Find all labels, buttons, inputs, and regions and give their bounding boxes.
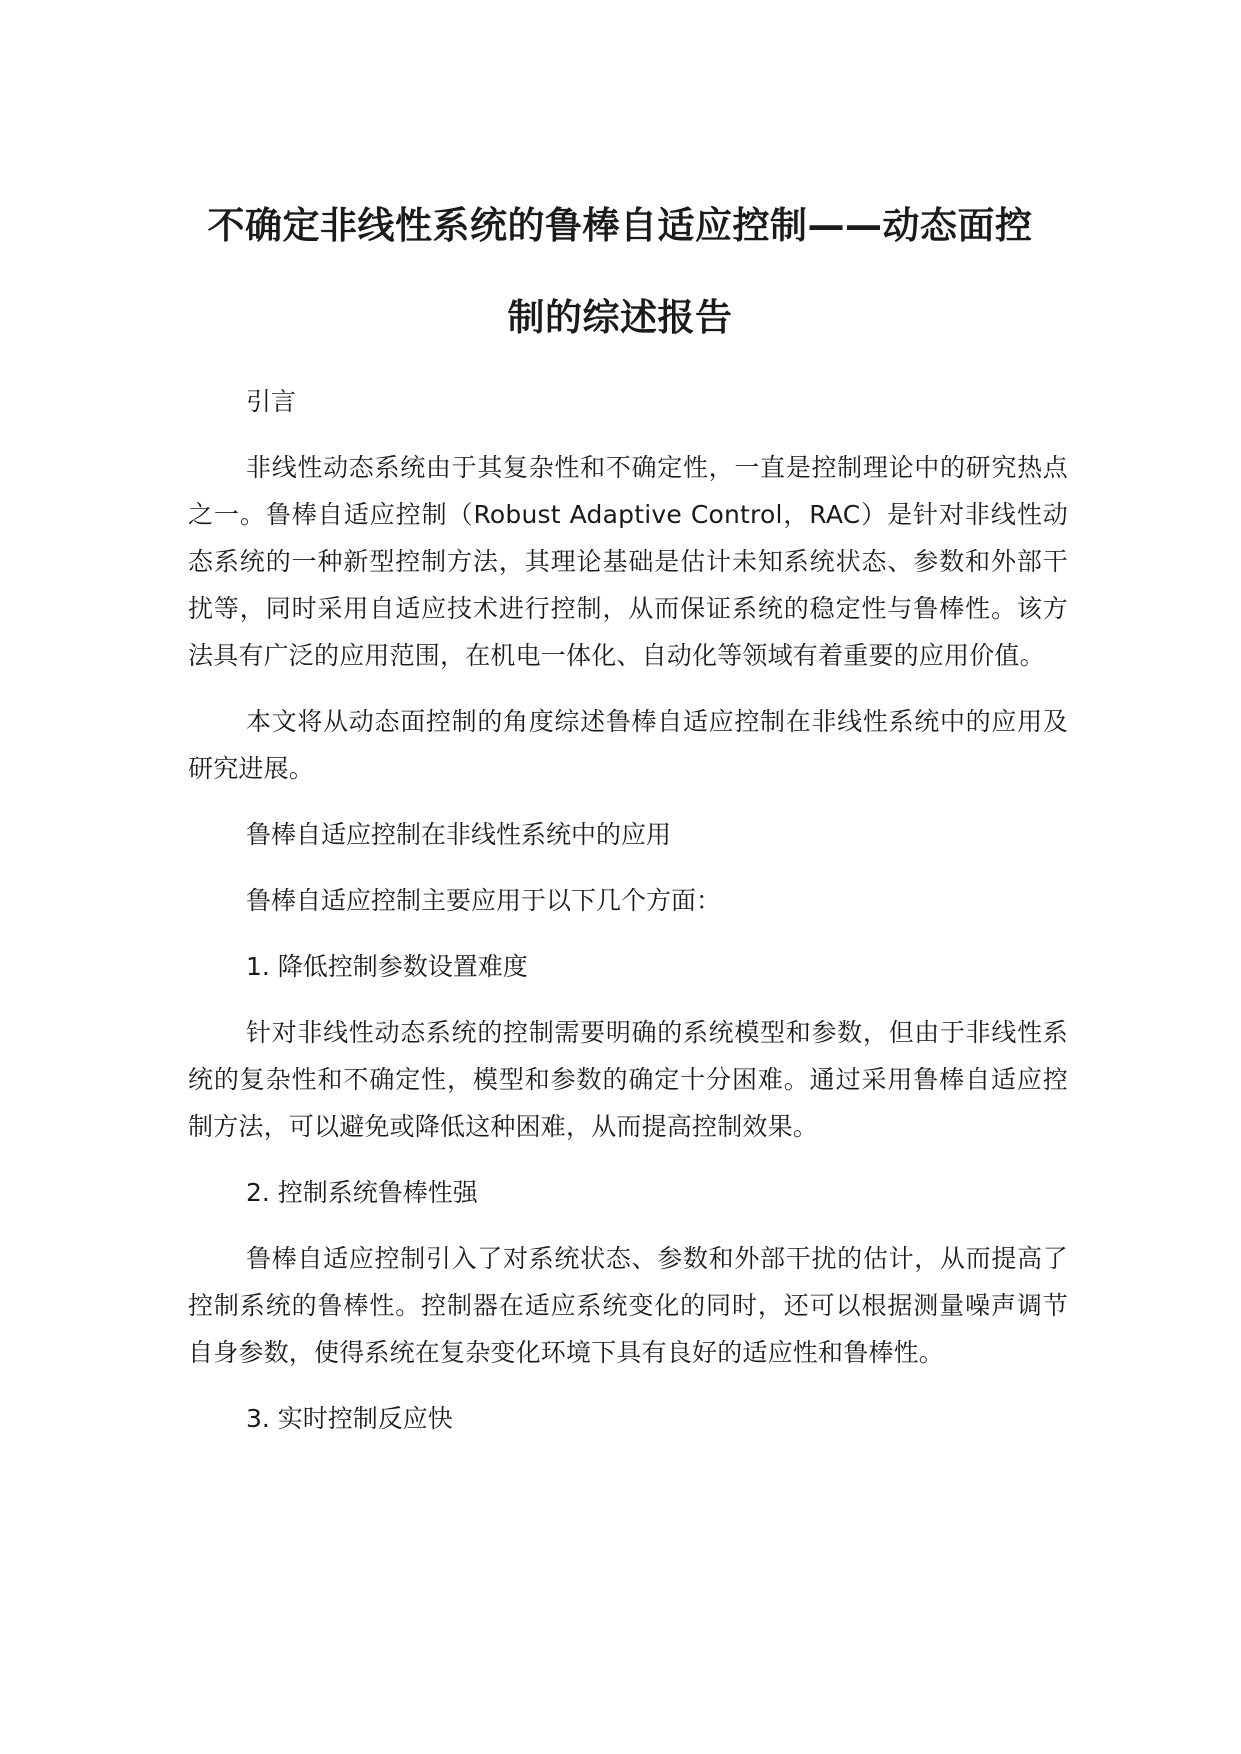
list-item-1-paragraph: 针对非线性动态系统的控制需要明确的系统模型和参数，但由于非线性系统的复杂性和不确定性，模型和参数的确定十分困难。通过采用鲁棒自适应控制方法，可以避免或降低这种困难，从而提高控制效果。 xyxy=(188,1018,1068,1141)
document-body xyxy=(188,378,1068,1461)
section-heading-application: 鲁棒自适应控制在非线性系统中的应用 xyxy=(246,820,672,849)
application-lead-in: 鲁棒自适应控制主要应用于以下几个方面： xyxy=(246,886,722,915)
paragraph-intro: 非线性动态系统由于其复杂性和不确定性，一直是控制理论中的研究热点之一。鲁棒自适应控制（Robust Adaptive Control，RAC）是针对非线性动态系统的一种新型控制方法，其理论基础是估计未知系统状态、参数和外部干扰等，同时采用自适应技术进行控制，从而保证系统的稳定性与鲁棒性。该方法具有广泛的应用范围，在机电一体化、自动化等领域有着重要的应用价值。 xyxy=(188,453,1068,670)
list-item-2-heading: 2. 控制系统鲁棒性强 xyxy=(246,1178,478,1207)
title-line-2: 制的综述报告 xyxy=(507,296,733,339)
paragraph-scope: 本文将从动态面控制的角度综述鲁棒自适应控制在非线性系统中的应用及研究进展。 xyxy=(188,707,1068,783)
list-item-1-heading: 1. 降低控制参数设置难度 xyxy=(246,952,528,981)
list-item-2-paragraph: 鲁棒自适应控制引入了对系统状态、参数和外部干扰的估计，从而提高了控制系统的鲁棒性。控制器在适应系统变化的同时，还可以根据测量噪声调节自身参数，使得系统在复杂变化环境下具有良好的适应性和鲁棒性。 xyxy=(188,1244,1068,1367)
title-line-1: 不确定非线性系统的鲁棒自适应控制——动态面控 xyxy=(207,204,1033,247)
section-heading-intro: 引言 xyxy=(246,387,297,416)
list-item-3-heading: 3. 实时控制反应快 xyxy=(246,1404,453,1433)
document-title xyxy=(140,180,1100,364)
